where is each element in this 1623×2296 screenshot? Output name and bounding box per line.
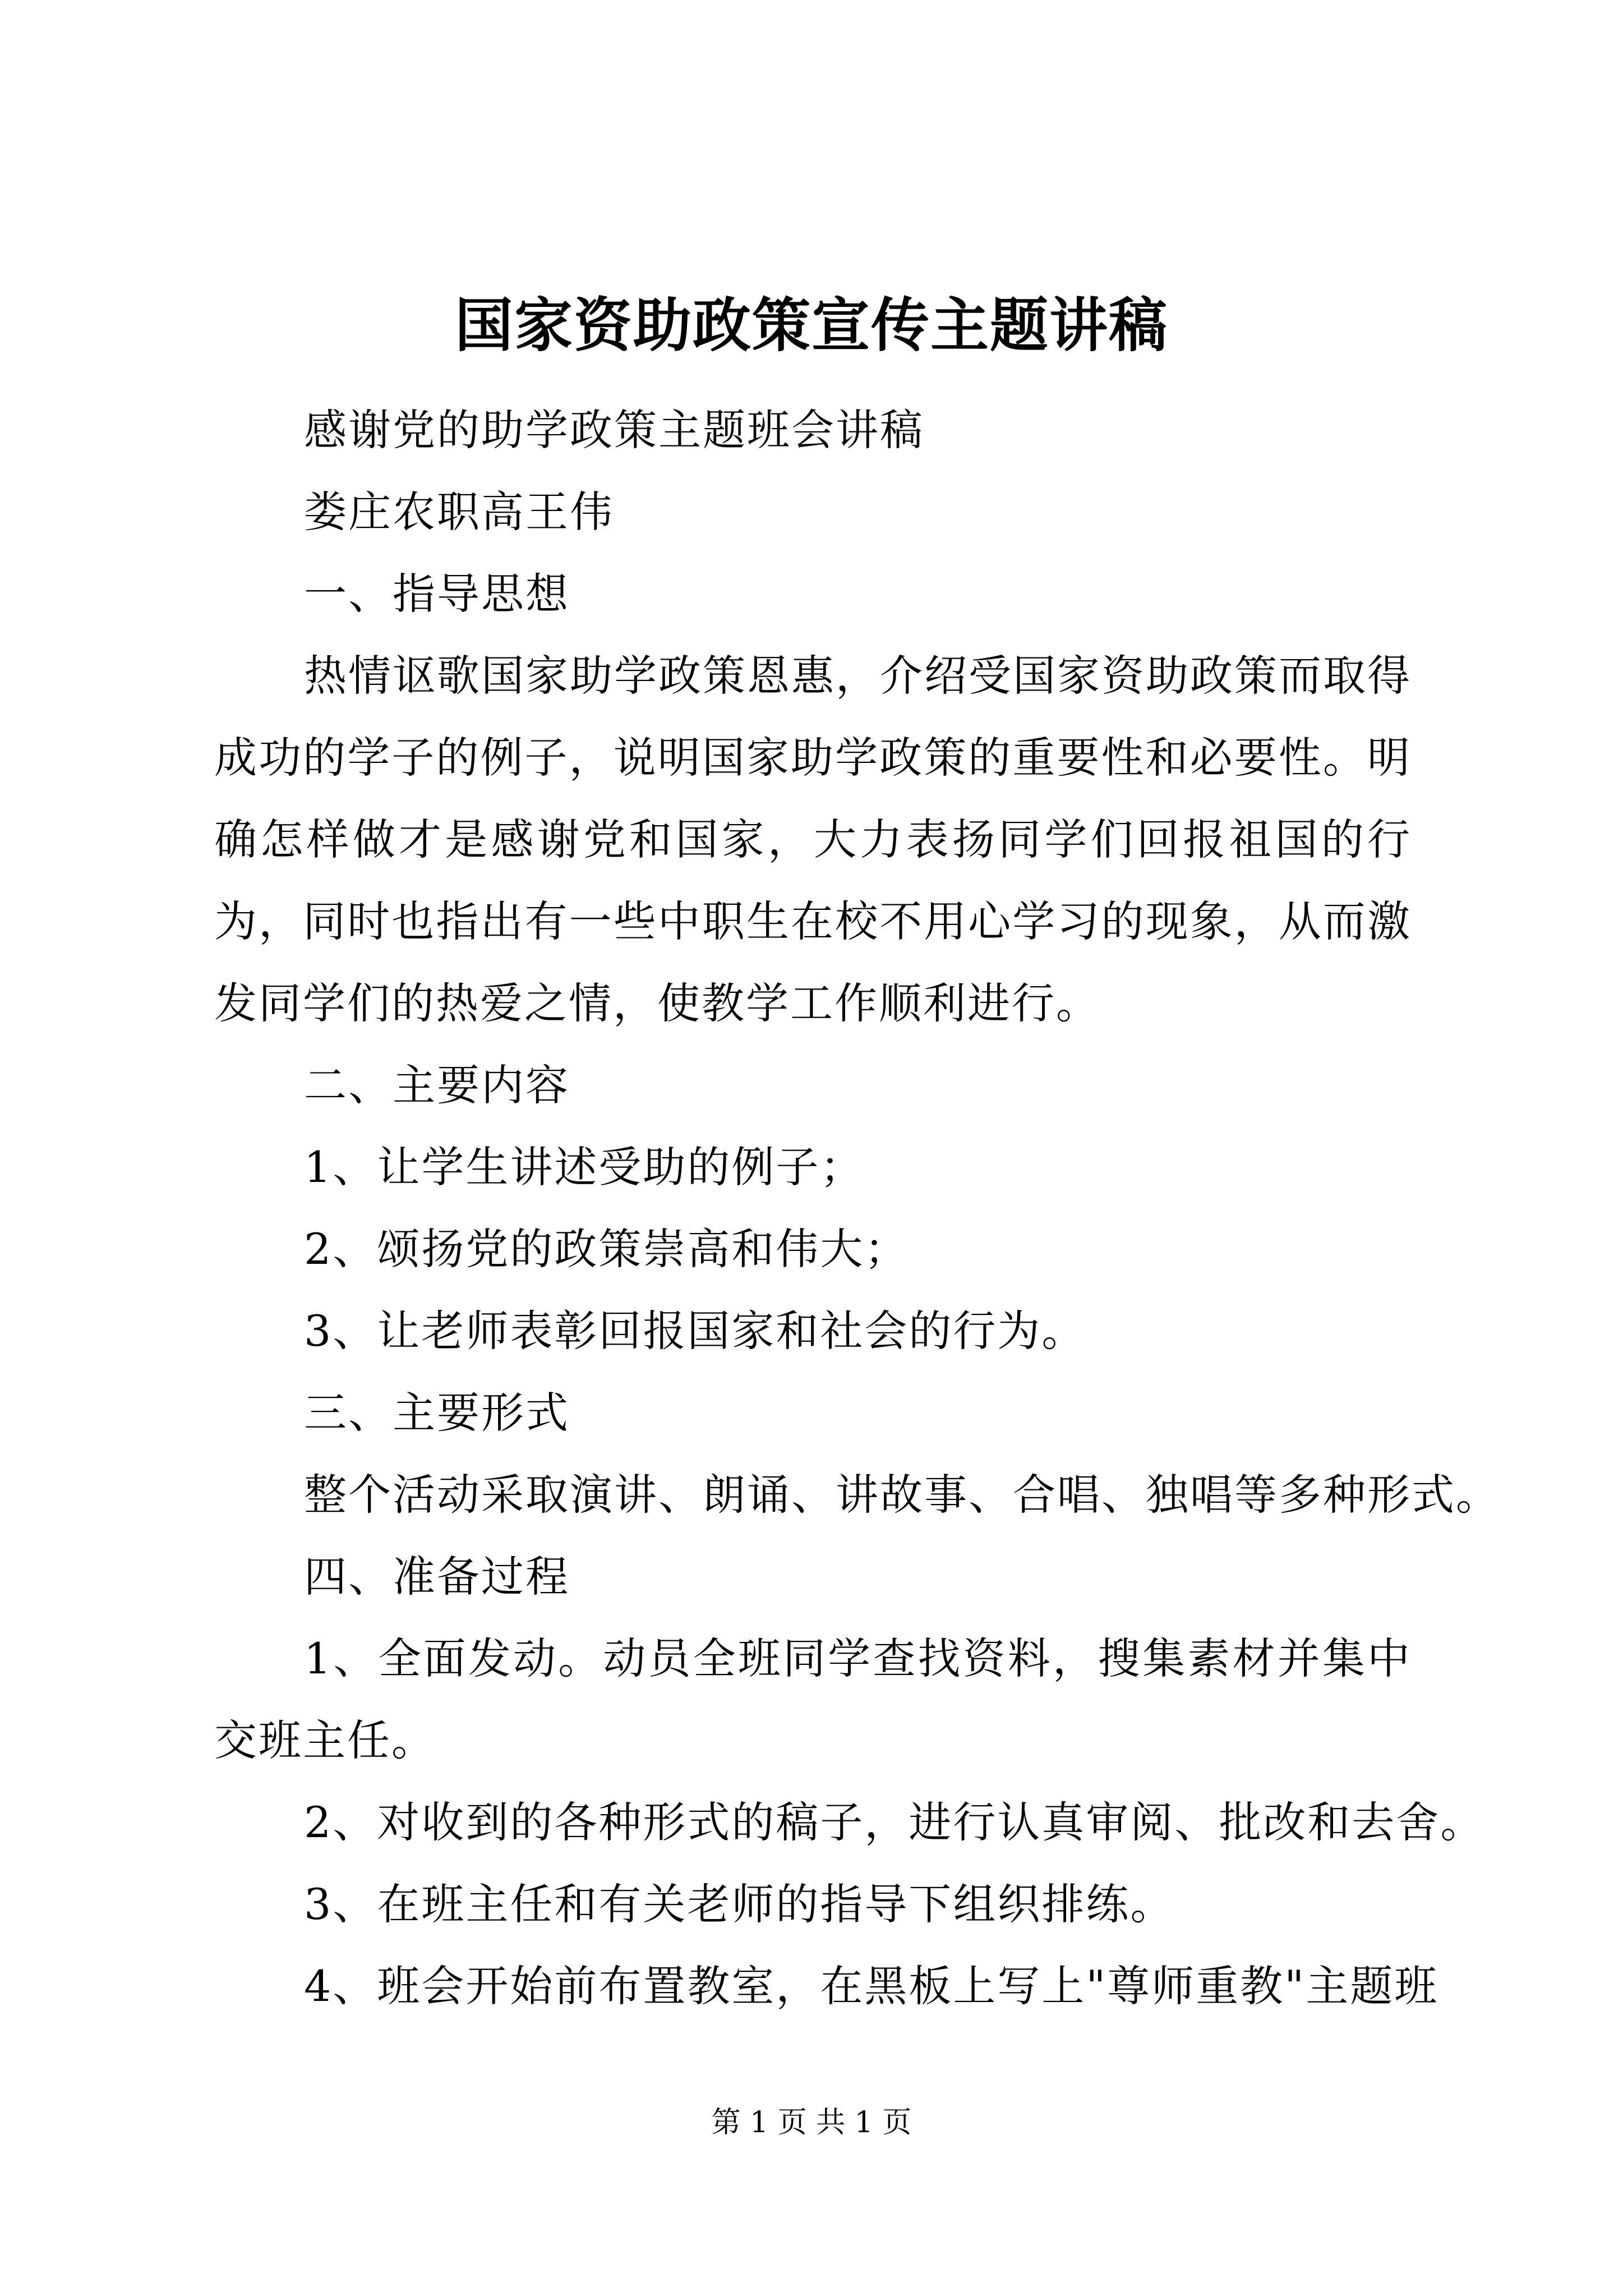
- author-paragraph: 娄庄农职高王伟: [304, 487, 614, 537]
- body-paragraph: 整个活动采取演讲、朗诵、讲故事、合唱、独唱等多种形式。: [304, 1470, 1500, 1520]
- section-heading: 一、指导思想: [304, 569, 570, 619]
- list-item: 1、让学生讲述受助的例子；: [304, 1142, 865, 1192]
- list-item: 2、对收到的各种形式的稿子，进行认真审阅、批改和去舍。: [304, 1797, 1485, 1847]
- subtitle-paragraph: 感谢党的助学政策主题班会讲稿: [304, 405, 924, 455]
- body-paragraph: 热情讴歌国家助学政策恩惠，介绍受国家资助政策而取得成功的学子的例子，说明国家助学政策的重要性和必要性。明确怎样做才是感谢党和国家，大力表扬同学们回报祖国的行为，同时也指出有一些中职生在校不用心学习的现象，从而激发同学们的热爱之情，使教学工作顺利进行。: [214, 651, 1412, 1028]
- list-item: 2、颂扬党的政策崇高和伟大；: [304, 1224, 909, 1274]
- list-item: 3、在班主任和有关老师的指导下组织排练。: [304, 1879, 1175, 1929]
- page-footer: 第 1 页 共 1 页: [711, 2106, 912, 2139]
- list-item: 1、全面发动。动员全班同学查找资料，搜集素材并集中交班主任。: [214, 1634, 1412, 1765]
- section-heading: 三、主要形式: [304, 1388, 570, 1438]
- list-item: 4、班会开始前布置教室，在黑板上写上"尊师重教"主题班: [304, 1961, 1439, 2011]
- document-body: [214, 389, 1500, 2027]
- list-item: 3、让老师表彰回报国家和社会的行为。: [304, 1306, 1086, 1356]
- document-title: 国家资助政策宣传主题讲稿: [454, 291, 1168, 360]
- section-heading: 二、主要内容: [304, 1060, 570, 1110]
- section-heading: 四、准备过程: [304, 1552, 570, 1602]
